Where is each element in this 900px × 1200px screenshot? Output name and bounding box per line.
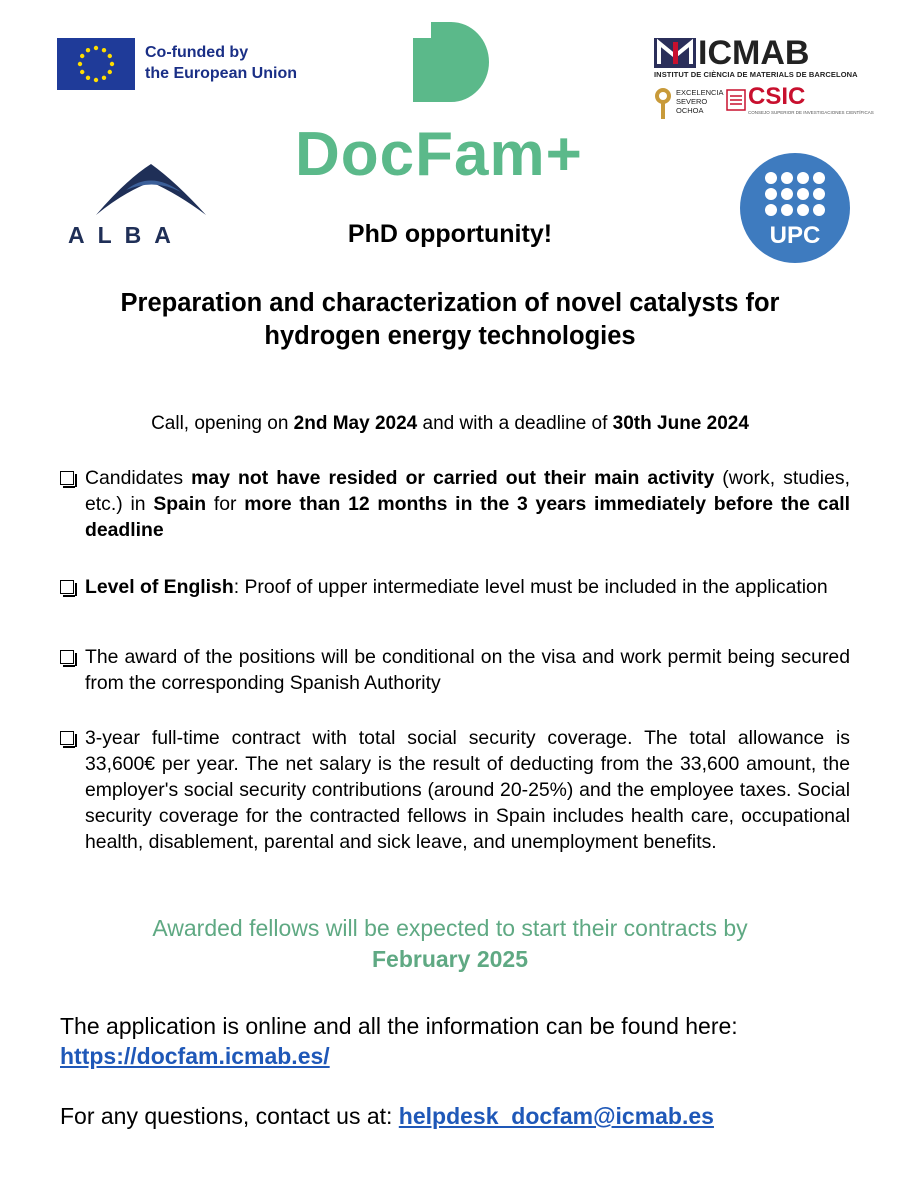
call-dates (0, 412, 900, 436)
excelencia-line-3: OCHOA (676, 106, 704, 115)
awarded-notice (80, 913, 820, 975)
page-heading: PhD opportunity! (347, 220, 553, 248)
csic-name: CSIC (748, 83, 806, 110)
checkbox-bullet-icon (60, 580, 74, 594)
csic-subtitle: CONSEJO SUPERIOR DE INVESTIGACIONES CIENTÍFICAS (748, 110, 874, 115)
call-prefix: Call, opening on (151, 413, 294, 434)
icmab-logo (654, 34, 874, 122)
icmab-subtitle: INSTITUT DE CIÈNCIA DE MATERIALS DE BARCELONA (654, 70, 858, 79)
call-open-date: 2nd May 2024 (293, 413, 418, 434)
severo-ochoa-medal-icon (654, 86, 672, 125)
upc-name: UPC (769, 222, 821, 249)
bullet-text (60, 574, 850, 600)
csic-emblem-icon (726, 88, 746, 117)
eu-line-2: the European Union (145, 65, 297, 82)
bullet-bold-part: may not have resided or carried out their main activity (191, 467, 715, 489)
excelencia-line-2: SEVERO (676, 97, 708, 106)
requirement-residence (60, 465, 850, 543)
icmab-name: ICMAB (698, 34, 810, 72)
bullet-text-part: Candidates (85, 467, 192, 489)
awarded-line-2: February 2025 (372, 946, 528, 972)
icmab-mark-icon (654, 38, 696, 73)
checkbox-bullet-icon (60, 650, 74, 664)
checkbox-bullet-icon (60, 471, 74, 485)
call-middle: and with a deadline of (417, 413, 613, 434)
docfam-wordmark: DocFam+ (295, 120, 583, 189)
page-title (60, 287, 840, 353)
application-link[interactable]: https://docfam.icmab.es/ (60, 1043, 330, 1069)
checkbox-bullet-icon (60, 731, 74, 745)
excelencia-line-1: EXCELENCIA (676, 88, 724, 97)
eu-cofunded-logo (57, 36, 327, 90)
application-info (60, 1011, 850, 1071)
bullet-text-part: (work, studies, etc.) in (85, 467, 850, 515)
contact-email-link[interactable]: helpdesk_docfam@icmab.es (398, 1103, 714, 1129)
bullet-text-part: : Proof of upper intermediate level must be included in the application (233, 576, 828, 598)
bullet-bold-part: more than 12 months in the 3 years immediately before the call deadline (85, 493, 850, 541)
call-deadline: 30th June 2024 (612, 413, 749, 434)
contract-details (60, 725, 850, 855)
requirement-visa (60, 644, 850, 696)
title-line-1: Preparation and characterization of novel catalysts for (120, 289, 780, 317)
alba-name: ALBA (68, 222, 184, 248)
application-text: The application is online and all the information can be found here: (60, 1013, 738, 1039)
bullet-bold-part: Spain (153, 493, 207, 515)
bullet-text: 3-year full-time contract with total social security coverage. The total allowance is 33,600€ per year. The net salary is the result of deducting from the 33,600 amount, the employer's social security contributions (around 20-25%) and the employee taxes. Social security coverage for the contracted fellows in Spain includes health care, occupational health, disablement, parental and sick leave, and unemployment benefits. (85, 727, 850, 853)
docfam-mark-icon (413, 22, 491, 102)
bullet-text-part: for (206, 493, 245, 515)
excelencia-severo-ochoa-text (676, 88, 724, 115)
contact-info (60, 1101, 850, 1131)
bullet-bold-part: Level of English (85, 576, 234, 598)
requirement-english (60, 574, 850, 600)
awarded-line-1: Awarded fellows will be expected to start their contracts by (152, 915, 748, 941)
alba-mountain-icon (66, 160, 236, 222)
eu-flag-icon (57, 38, 135, 90)
bullet-text (60, 465, 850, 543)
eu-cofunded-text (145, 42, 297, 84)
title-line-2: hydrogen energy technologies (264, 322, 636, 350)
eu-line-1: Co-funded by (145, 44, 249, 61)
contact-text: For any questions, contact us at: (60, 1103, 399, 1129)
bullet-text: The award of the positions will be conditional on the visa and work permit being secured from the corresponding Spanish Authority (85, 646, 850, 694)
